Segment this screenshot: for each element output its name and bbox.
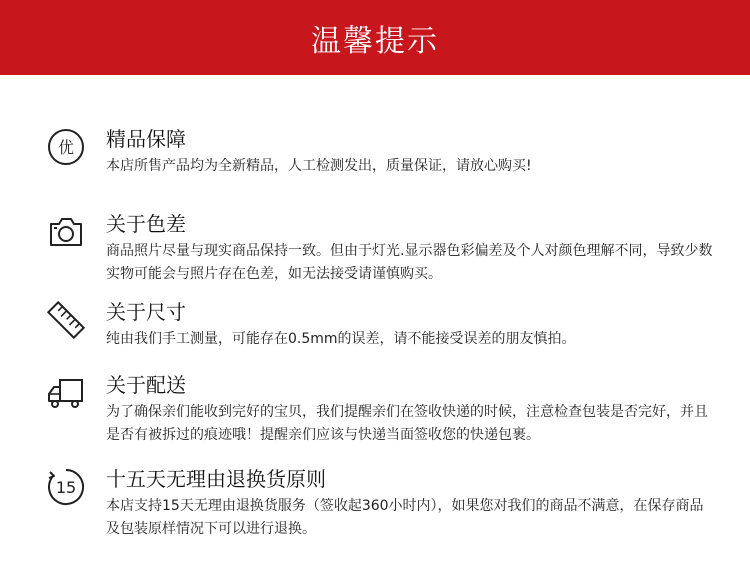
section-title: 十五天无理由退换货原则 — [106, 467, 326, 491]
svg-text:15: 15 — [55, 478, 77, 497]
section-description: 为了确保亲们能收到完好的宝贝，我们提醒亲们在签收快递的时候，注意检查包装是否完好，并且是否有被拆过的痕迹哦！提醒亲们应该与快递当面签收您的快递包裹。 — [106, 404, 708, 443]
section-description: 本店所售产品均为全新精品，人工检测发出，质量保证，请放心购买! — [106, 158, 532, 174]
section-title: 精品保障 — [106, 127, 186, 151]
header-banner — [0, 0, 750, 75]
section-title: 关于配送 — [106, 373, 186, 397]
fifteen-days-icon — [46, 467, 86, 507]
camera-icon — [46, 212, 86, 252]
page-title: 温馨提示 — [311, 23, 439, 59]
delivery-truck-icon — [46, 373, 86, 413]
section-description: 本店支持15天无理由退换货服务（签收起360小时内），如果您对我们的商品不满意，在保存商品及包装原样情况下可以进行退换。 — [106, 498, 704, 537]
quality-badge-icon — [46, 127, 86, 167]
section-title: 关于尺寸 — [106, 300, 186, 324]
section-description: 纯由我们手工测量，可能存在0.5mm的误差，请不能接受误差的朋友慎拍。 — [106, 331, 576, 347]
section-title: 关于色差 — [106, 212, 186, 236]
svg-text:优: 优 — [57, 138, 75, 157]
section-description: 商品照片尽量与现实商品保持一致。但由于灯光.显示器色彩偏差及个人对颜色理解不同，导致少数实物可能会与照片存在色差，如无法接受请谨慎购买。 — [106, 243, 713, 282]
ruler-icon — [46, 300, 86, 340]
